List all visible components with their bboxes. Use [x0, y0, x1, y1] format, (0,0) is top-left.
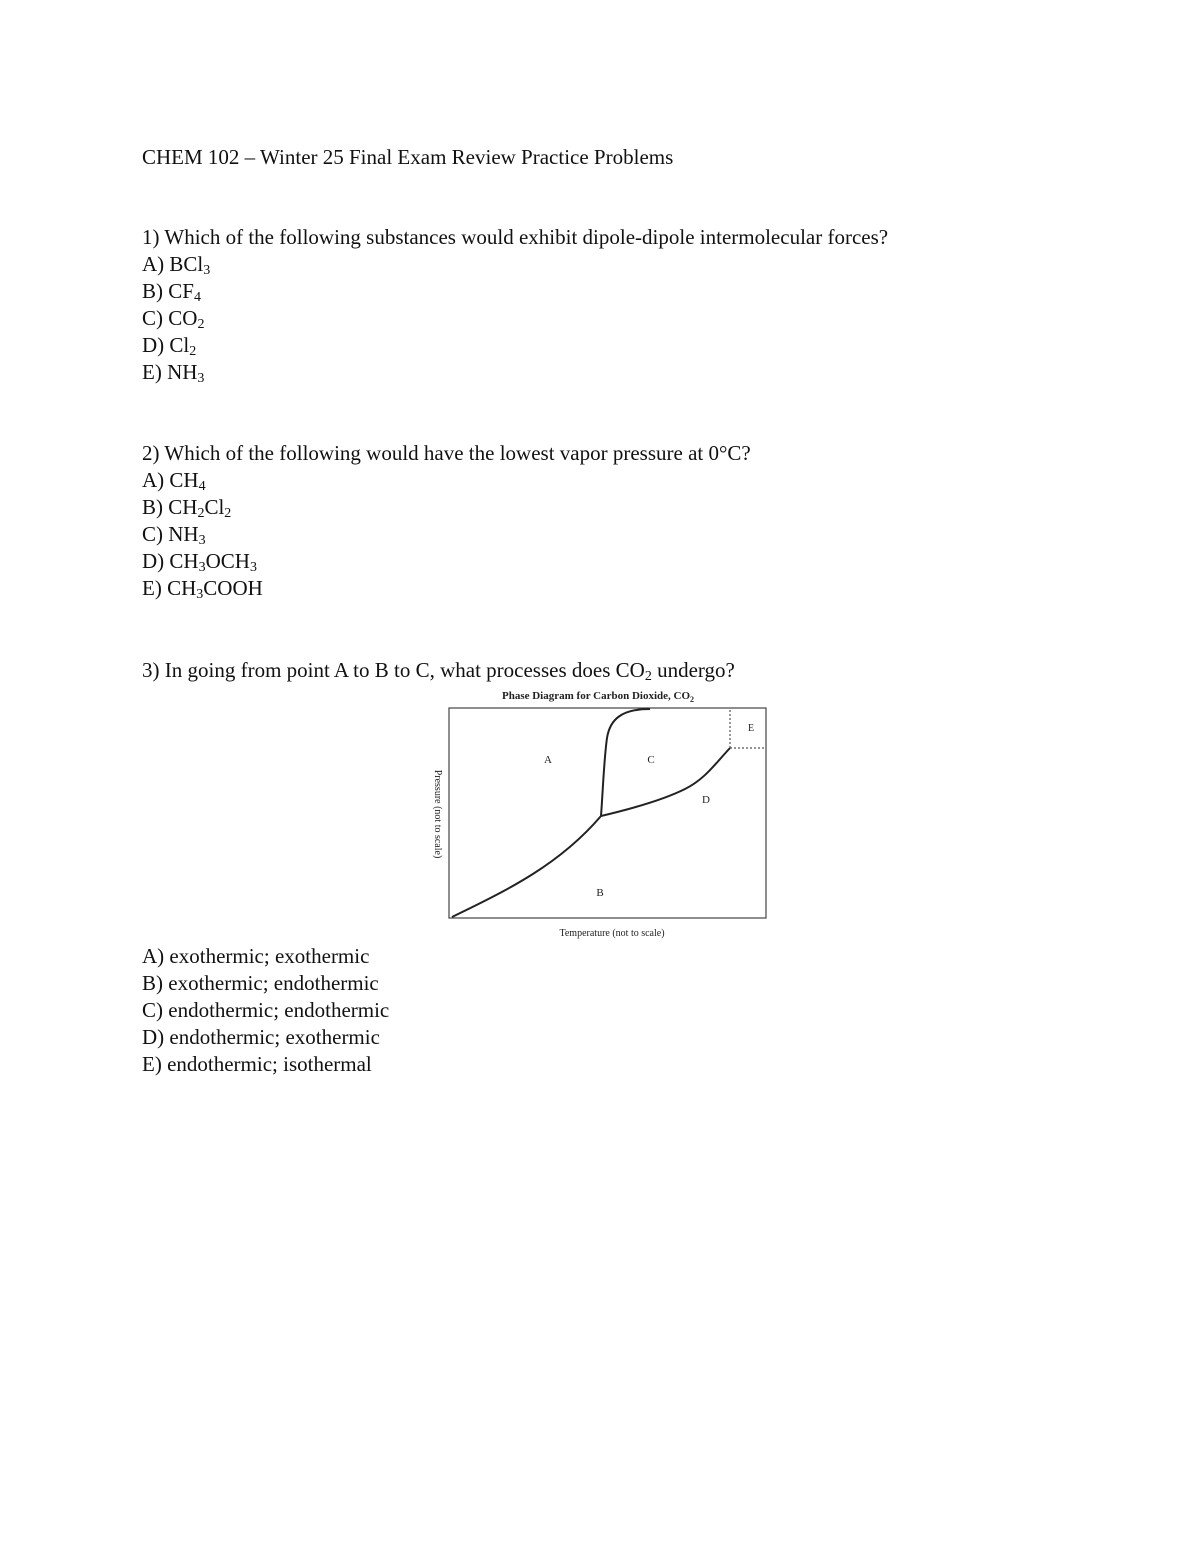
region-label-c: C: [647, 754, 655, 766]
region-label-d: D: [702, 794, 710, 806]
q3-option-d: [142, 1024, 380, 1050]
question-text: undergo?: [651, 658, 735, 682]
formula-text: CH: [169, 549, 199, 573]
option-letter: E): [142, 1052, 162, 1076]
option-letter: B): [142, 971, 163, 995]
formula-text: CO: [168, 306, 198, 330]
formula-subscript: 3: [249, 560, 257, 575]
formula-text: NH: [168, 522, 199, 546]
q3-option-e: [142, 1051, 372, 1077]
region-label-a: A: [544, 754, 552, 766]
option-letter: C): [142, 522, 163, 546]
q1-option-a: [142, 251, 210, 277]
option-letter: E): [142, 576, 162, 600]
question-text: In going from point A to B to C, what processes does CO: [164, 658, 645, 682]
formula-text: BCl: [169, 252, 204, 276]
page-title: CHEM 102 – Winter 25 Final Exam Review Practice Problems: [142, 145, 674, 169]
question-number: 1): [142, 225, 160, 249]
region-label-b: B: [596, 887, 604, 899]
option-text: exothermic; exothermic: [169, 944, 370, 968]
formula-text: CH: [168, 495, 198, 519]
q1-option-d: [142, 332, 196, 358]
formula-subscript: 4: [198, 479, 206, 494]
melting-curve: [601, 709, 650, 816]
formula-text: Cl: [204, 495, 225, 519]
q2-option-d: [142, 548, 257, 574]
formula-subscript: 2: [644, 669, 652, 684]
q1-option-c: [142, 305, 204, 331]
x-axis-label: Temperature (not to scale): [559, 928, 665, 939]
option-text: endothermic; isothermal: [167, 1052, 372, 1076]
formula-subscript: 3: [198, 560, 206, 575]
question-2-prompt: [142, 440, 751, 466]
phase-diagram: [410, 684, 782, 944]
formula-text: CH: [169, 468, 199, 492]
formula-subscript: 4: [193, 290, 201, 305]
formula-subscript: 3: [196, 587, 204, 602]
formula-subscript: 3: [197, 371, 205, 386]
question-number: 2): [142, 441, 160, 465]
formula-subscript: 2: [197, 317, 205, 332]
option-letter: D): [142, 549, 165, 573]
formula-text: CH: [167, 576, 197, 600]
region-label-e: E: [747, 723, 755, 734]
q1-option-e: [142, 359, 204, 385]
option-letter: D): [142, 1025, 165, 1049]
option-letter: A): [142, 468, 165, 492]
q3-option-a: [142, 943, 369, 969]
formula-subscript: 3: [198, 533, 206, 548]
formula-subscript: 2: [197, 506, 205, 521]
formula-subscript: 3: [203, 263, 211, 278]
question-number: 3): [142, 658, 160, 682]
formula-text: COOH: [203, 576, 263, 600]
formula-text: OCH: [205, 549, 250, 573]
option-text: endothermic; endothermic: [168, 998, 390, 1022]
option-letter: C): [142, 306, 163, 330]
formula-text: Cl: [169, 333, 190, 357]
diagram-title: Phase Diagram for Carbon Dioxide, $CO_2$: [501, 690, 695, 704]
sublimation-curve: [452, 816, 604, 917]
q3-option-c: [142, 997, 389, 1023]
vaporization-curve: [601, 748, 730, 816]
option-letter: A): [142, 944, 165, 968]
option-letter: B): [142, 279, 163, 303]
option-text: endothermic; exothermic: [169, 1025, 380, 1049]
q3-option-b: [142, 970, 379, 996]
option-letter: D): [142, 333, 165, 357]
formula-text: NH: [167, 360, 198, 384]
y-axis-label: Pressure (not to scale): [432, 769, 443, 859]
formula-text: CF: [168, 279, 194, 303]
option-letter: A): [142, 252, 165, 276]
q2-option-a: [142, 467, 206, 493]
formula-subscript: 2: [189, 344, 197, 359]
option-text: exothermic; endothermic: [168, 971, 379, 995]
q2-option-b: [142, 494, 231, 520]
question-text: Which of the following substances would exhibit dipole-dipole intermolecular forces?: [164, 225, 889, 249]
option-letter: E): [142, 360, 162, 384]
option-letter: B): [142, 495, 163, 519]
q1-option-b: [142, 278, 201, 304]
option-letter: C): [142, 998, 163, 1022]
q2-option-c: [142, 521, 206, 547]
question-3-prompt: [142, 657, 735, 683]
q2-option-e: [142, 575, 263, 601]
question-text: Which of the following would have the lowest vapor pressure at 0°C?: [164, 441, 751, 465]
question-1-prompt: [142, 224, 888, 250]
formula-subscript: 2: [224, 506, 232, 521]
